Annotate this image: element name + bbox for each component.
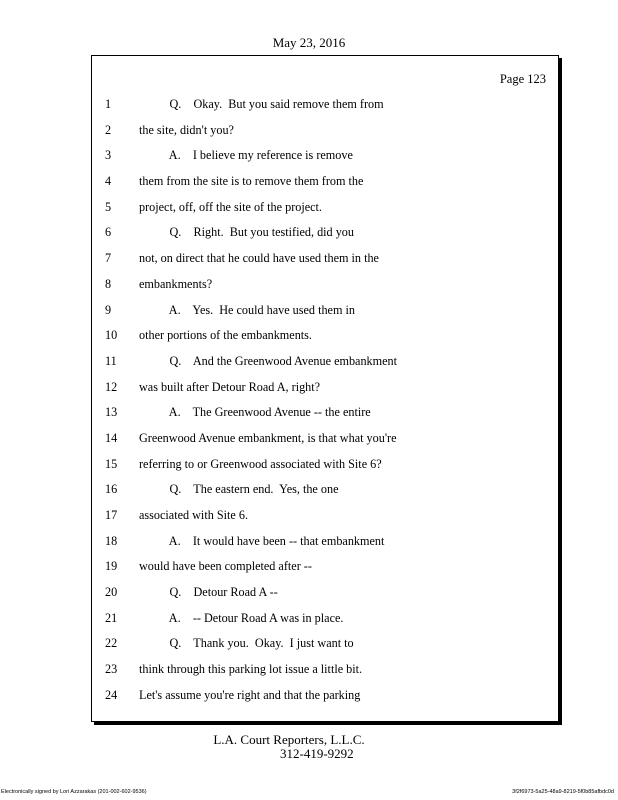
- line-text: A. The Greenwood Avenue -- the entire: [139, 405, 371, 420]
- header-date: May 23, 2016: [272, 35, 346, 50]
- transcript-line: [92, 452, 558, 478]
- line-number: 7: [105, 251, 112, 266]
- line-number: 2: [105, 122, 112, 137]
- transcript-lines: [92, 92, 558, 709]
- line-text: Q. And the Greenwood Avenue embankment: [139, 353, 398, 368]
- transcript-line: [92, 657, 558, 683]
- transcript-line: [92, 92, 558, 118]
- line-number: 22: [105, 636, 118, 651]
- line-text: Q. Thank you. Okay. I just want to: [139, 636, 354, 651]
- transcript-line: [92, 683, 558, 709]
- transcript-line: [92, 477, 558, 503]
- line-text: not, on direct that he could have used them in the: [139, 251, 379, 266]
- line-number: 18: [105, 533, 118, 548]
- line-number: 13: [105, 405, 118, 420]
- line-number: 20: [105, 585, 118, 600]
- line-number: 24: [105, 687, 118, 702]
- line-number: 8: [105, 276, 112, 291]
- line-number: 1: [105, 97, 112, 111]
- line-number: 21: [105, 610, 118, 625]
- line-text: Q. The eastern end. Yes, the one: [139, 482, 339, 497]
- line-number: 6: [105, 225, 112, 240]
- line-number: 10: [105, 328, 118, 343]
- transcript-line: [92, 323, 558, 349]
- line-number: 9: [105, 302, 112, 317]
- line-number: 11: [105, 353, 117, 368]
- court-reporter-firm: L.A. Court Reporters, L.L.C.: [213, 732, 365, 747]
- transcript-line: [92, 400, 558, 426]
- line-text: was built after Detour Road A, right?: [139, 379, 321, 394]
- line-text: other portions of the embankments.: [139, 328, 312, 343]
- transcript-line: [92, 118, 558, 144]
- line-number: 3: [105, 148, 112, 163]
- line-text: Q. Okay. But you said remove them from: [139, 97, 384, 111]
- transcript-line: [92, 298, 558, 324]
- transcript-line: [92, 631, 558, 657]
- line-number: 23: [105, 662, 118, 677]
- line-text: Q. Right. But you testified, did you: [139, 225, 354, 240]
- transcript-line: [92, 195, 558, 221]
- transcript-line: [92, 503, 558, 529]
- line-number: 5: [105, 199, 112, 214]
- transcript-line: [92, 272, 558, 298]
- document-id: 3f2f6973-5a25-48a9-8219-5f0b85afbdc0d: [512, 789, 614, 795]
- electronic-signature-note: Electronically signed by Lori Azzarakas (201-002-602-9536): [1, 789, 147, 795]
- line-number: 17: [105, 508, 118, 522]
- transcript-line: [92, 554, 558, 580]
- line-text: A. -- Detour Road A was in place.: [139, 610, 344, 625]
- line-text: embankments?: [139, 276, 213, 291]
- line-text: Q. Detour Road A --: [139, 585, 278, 600]
- line-number: 12: [105, 379, 118, 394]
- line-text: associated with Site 6.: [139, 508, 248, 522]
- transcript-line: [92, 246, 558, 272]
- line-text: think through this parking lot issue a little bit.: [139, 662, 363, 677]
- transcript-line: [92, 580, 558, 606]
- line-number: 19: [105, 559, 118, 574]
- line-text: project, off, off the site of the project.: [139, 199, 322, 214]
- transcript-line: [92, 169, 558, 195]
- line-text: them from the site is to remove them from the: [139, 174, 364, 189]
- transcript-line: [92, 375, 558, 401]
- line-text: the site, didn't you?: [139, 122, 234, 137]
- line-text: A. Yes. He could have used them in: [139, 302, 355, 317]
- transcript-line: [92, 220, 558, 246]
- transcript-line: [92, 529, 558, 555]
- line-text: Greenwood Avenue embankment, is that what you're: [139, 430, 397, 445]
- line-number: 14: [105, 430, 118, 445]
- line-number: 15: [105, 456, 118, 471]
- line-text: A. It would have been -- that embankment: [139, 533, 385, 548]
- line-text: referring to or Greenwood associated with Site 6?: [139, 456, 382, 471]
- page-number: Page 123: [499, 72, 546, 86]
- line-text: would have been completed after --: [139, 559, 312, 574]
- line-number: 16: [105, 482, 118, 497]
- line-text: Let's assume you're right and that the parking: [139, 687, 361, 702]
- transcript-line: [92, 426, 558, 452]
- line-number: 4: [105, 174, 112, 189]
- transcript-line: [92, 606, 558, 632]
- transcript-page-frame: [91, 55, 559, 722]
- line-text: A. I believe my reference is remove: [139, 148, 353, 163]
- transcript-line: [92, 349, 558, 375]
- court-reporter-phone: 312-419-9292: [280, 746, 354, 761]
- transcript-line: [92, 143, 558, 169]
